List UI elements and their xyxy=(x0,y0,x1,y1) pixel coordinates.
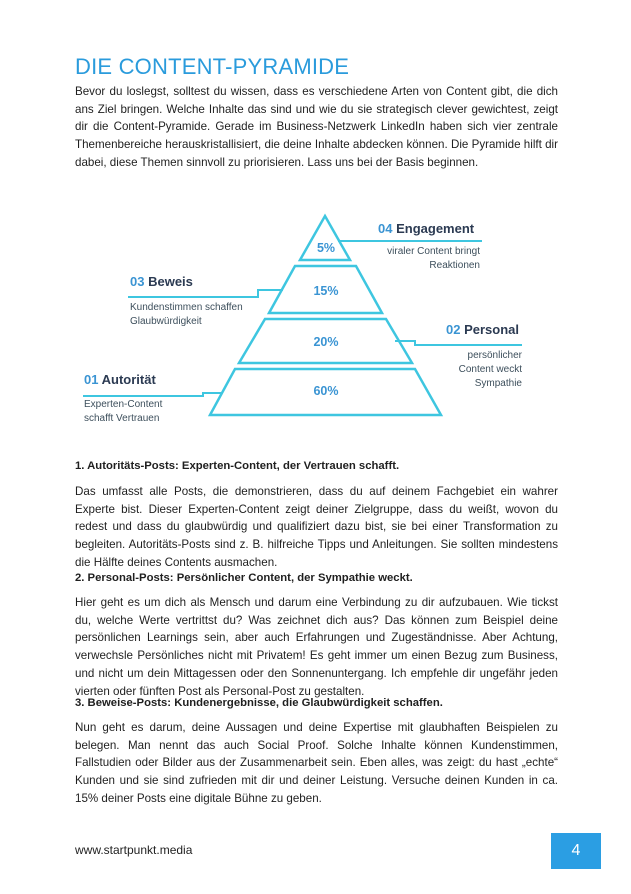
label-autoritaet-title: Autorität xyxy=(101,372,156,387)
page-title: DIE CONTENT-PYRAMIDE xyxy=(75,54,350,79)
section-1-heading: 1. Autoritäts-Posts: Experten-Content, der Vertrauen schafft. xyxy=(75,460,400,472)
label-personal-desc-line3: Sympathie xyxy=(474,378,522,389)
label-beweis-title: Beweis xyxy=(148,274,193,289)
connector-autoritaet xyxy=(83,393,222,396)
pyramid-percent-15: 15% xyxy=(313,284,339,298)
label-engagement-number: 04 xyxy=(378,221,393,236)
label-engagement-desc-line2: Reaktionen xyxy=(429,260,480,271)
label-autoritaet xyxy=(84,372,156,387)
section-3-heading: 3. Beweise-Posts: Kundenergebnisse, die Glaubwürdigkeit schaffen. xyxy=(75,697,443,709)
footer-url: www.startpunkt.media xyxy=(75,843,193,857)
section-2-heading: 2. Personal-Posts: Persönlicher Content, der Sympathie weckt. xyxy=(75,572,413,584)
pyramid-percent-5: 5% xyxy=(316,241,336,255)
section-1-body: Das umfasst alle Posts, die demonstrieren, dass du auf deinem Fachgebiet ein wahrer Experte bist. Dieser Experten-Content zeigt deiner Zielgruppe, dass du weißt, wovon du redest und dass du glaubwürdig und qualifiziert dazu bist, sie bei einer Transformation zu begleiten. Autoritäts-Posts sind z. B. hilfreiche Tipps und Anleitungen. Sie sollten mindestens die Hälfte deines Contents ausmachen. xyxy=(75,485,558,569)
label-beweis-desc xyxy=(130,301,243,329)
page-number: 4 xyxy=(571,842,581,859)
section-2-body: Hier geht es um dich als Mensch und darum eine Verbindung zu dir aufzubauen. Wie tickst du, welche Werte vertrittst du? Was zeichnet dich aus? Das können zum Beispiel deine persönlichen Learnings sein, aber auch Erfahrungen und Zugeständnisse. Aber Achtung, verwechsle Persönliches nicht mit Privatem! Es geht immer um einen Bezug zum Business, und nicht um dein Mittagessen oder den Sonnenuntergang. Ich empfehle dir ungefähr jeden vierten oder fünften Post als Personal-Post zu gestalten. xyxy=(75,596,558,698)
label-engagement xyxy=(378,221,474,236)
label-beweis xyxy=(130,274,193,289)
label-engagement-desc xyxy=(376,245,480,273)
label-personal xyxy=(446,322,519,337)
label-beweis-desc-line2: Glaubwürdigkeit xyxy=(130,316,202,327)
page-number-box xyxy=(551,833,601,869)
section-3-body: Nun geht es darum, deine Aussagen und deine Expertise mit glaubhaften Beispielen zu belegen. Man nennt das auch Social Proof. Solche Inhalte können Kundenstimmen, Fallstudien oder Bilder aus der Zusammenarbeit sein. Eben alles, was zeigt: du hast „echte“ Kunden und sie sind zufrieden mit dir und deiner Leistung. Versuche deinen Kunden in ca. 15% deiner Posts eine digitale Bühne zu geben. xyxy=(75,721,558,805)
label-engagement-desc-line1: viraler Content bringt xyxy=(387,246,480,257)
label-personal-desc-line2: Content weckt xyxy=(458,364,522,375)
intro-paragraph: Bevor du loslegst, solltest du wissen, dass es verschiedene Arten von Content gibt, die dich ans Ziel bringen. Welche Inhalte das sind und wie du sie strategisch clever gewichtest, zeigt dir die Content-Pyramide. Gerade im Business-Netzwerk LinkedIn haben sich vier zentrale Themenbereiche herauskristallisiert, die deine Inhalte abdecken können. Die Pyramide hilft dir dabei, diese Themen sinnvoll zu priorisieren. Lass uns bei der Basis beginnen. xyxy=(75,85,558,169)
label-beweis-number: 03 xyxy=(130,274,145,289)
pyramid-percent-20: 20% xyxy=(313,335,339,349)
label-autoritaet-desc-line1: Experten-Content xyxy=(84,399,163,410)
label-autoritaet-number: 01 xyxy=(84,372,99,387)
label-autoritaet-desc-line2: schafft Vertrauen xyxy=(84,413,160,424)
connector-beweis xyxy=(128,290,283,297)
label-personal-title: Personal xyxy=(464,322,520,337)
label-engagement-title: Engagement xyxy=(396,221,475,236)
label-personal-number: 02 xyxy=(446,322,461,337)
label-beweis-desc-line1: Kundenstimmen schaffen xyxy=(130,302,243,313)
pyramid-percent-60: 60% xyxy=(313,384,339,398)
content-pyramid-diagram xyxy=(0,205,631,435)
label-autoritaet-desc xyxy=(84,398,162,426)
label-personal-desc-line1: persönlicher xyxy=(467,350,522,361)
connector-personal xyxy=(395,341,522,345)
label-personal-desc xyxy=(420,349,522,391)
